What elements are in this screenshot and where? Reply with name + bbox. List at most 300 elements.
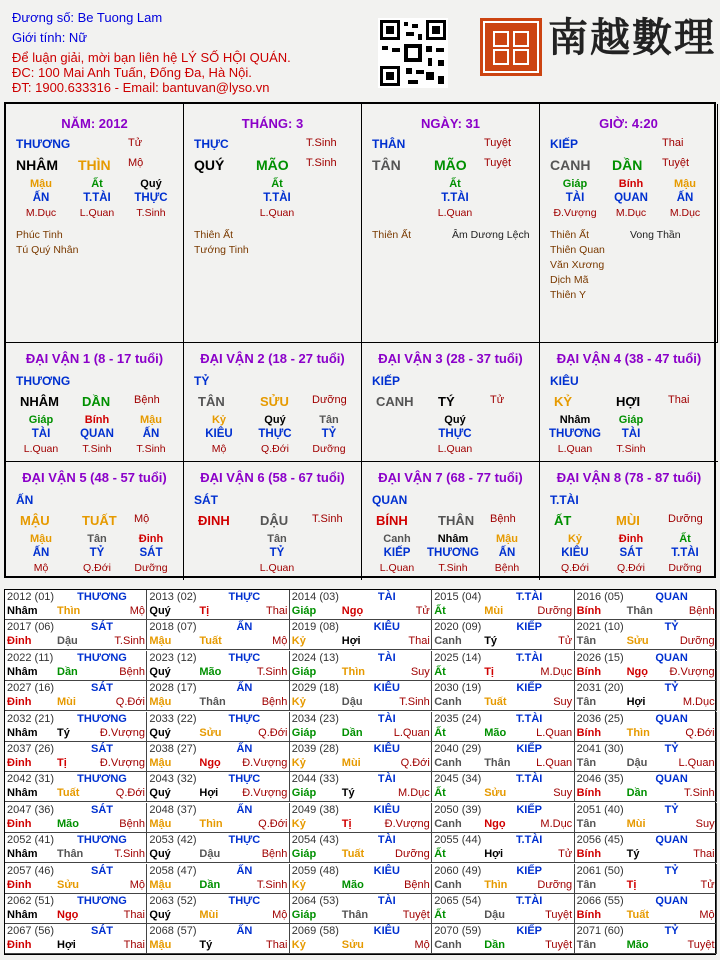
dai-van-god: QUAN (372, 493, 408, 507)
year-stem: Đinh (7, 939, 32, 952)
year-phase: Mộ (699, 909, 715, 921)
year-branch: Mão (57, 817, 79, 830)
year-stem: Giáp (291, 848, 317, 861)
year-label: 2050 (39) (434, 803, 482, 816)
year-stem: Kỷ (291, 757, 306, 769)
year-branch: Ngọ (341, 605, 364, 617)
year-cell (432, 772, 574, 802)
year-god: TỶ (664, 743, 679, 755)
year-label: 2025 (14) (434, 651, 482, 664)
year-label: 2019 (08) (291, 621, 339, 634)
hidden-stem: Mậu (30, 178, 52, 190)
year-label: 2052 (41) (7, 834, 55, 847)
earthly-branch: MÃO (256, 157, 289, 173)
year-branch: Sửu (57, 878, 80, 891)
hidden-stem: Đinh (138, 533, 164, 545)
hidden-stem: Ất (679, 533, 691, 545)
year-cell (147, 681, 289, 711)
dai-van-branch: HỢI (616, 394, 641, 409)
yearly-table (4, 589, 716, 955)
hidden-god: T.TÀI (83, 192, 111, 204)
year-cell (147, 590, 289, 620)
year-cell (290, 590, 432, 620)
year-branch: Mão (626, 939, 649, 952)
year-cell (147, 742, 289, 772)
year-god: THƯƠNG (77, 712, 127, 725)
year-branch: Dậu (341, 696, 363, 709)
year-god: QUAN (655, 895, 688, 907)
hidden-god: SÁT (139, 547, 163, 559)
year-branch: Mùi (626, 817, 646, 830)
year-branch: Thân (57, 848, 84, 861)
year-cell (147, 651, 289, 681)
year-phase: Mộ (129, 605, 145, 617)
year-cell (575, 651, 717, 681)
hidden-god: ẤN (32, 547, 50, 559)
hidden-stem: Ất (271, 178, 283, 190)
year-god: KIÊU (373, 925, 400, 938)
year-god: QUAN (655, 712, 688, 725)
year-stem: Giáp (291, 909, 317, 921)
year-label: 2059 (48) (291, 864, 339, 877)
year-phase: Suy (553, 696, 573, 709)
year-cell (575, 590, 717, 620)
year-branch: Ngọ (199, 757, 221, 769)
year-cell (432, 803, 574, 833)
dai-van-title: ĐẠI VẬN 7 (68 - 77 tuổi) (378, 470, 523, 485)
year-stem: Ất (434, 726, 446, 739)
year-stem: Bính (576, 665, 602, 678)
year-phase: L.Quan (393, 726, 430, 739)
year-label: 2020 (09) (434, 621, 482, 634)
hidden-god: ẤN (142, 428, 160, 440)
dai-van-stem: BÍNH (376, 513, 408, 528)
year-cell (575, 894, 717, 924)
year-phase: Tuyệt (402, 909, 430, 921)
dai-van-stem: KỶ (554, 394, 573, 409)
year-phase: T.Sinh (256, 878, 288, 891)
star: Thiên Ất (372, 229, 412, 241)
year-phase: Tử (558, 635, 573, 648)
year-cell (147, 924, 289, 954)
year-stem: Mậu (149, 878, 172, 891)
brand-logo: 南越數理 (548, 14, 716, 61)
hidden-phase: T.Sinh (136, 443, 166, 455)
year-branch: Mùi (341, 757, 361, 769)
pillar-1 (184, 104, 362, 342)
year-phase: Tử (558, 848, 573, 861)
ten-god: THƯƠNG (16, 137, 71, 151)
hidden-stem: Kỷ (211, 414, 227, 426)
year-stem: Quý (149, 848, 171, 861)
year-branch: Tuất (57, 787, 80, 800)
year-label: 2041 (30) (576, 743, 624, 755)
year-cell (5, 651, 147, 681)
year-god: TỶ (664, 803, 679, 816)
year-god: TÀI (377, 651, 396, 664)
year-cell (290, 651, 432, 681)
star: Thiên Quan (550, 244, 605, 256)
year-label: 2058 (47) (149, 864, 197, 877)
year-label: 2012 (01) (7, 591, 55, 603)
dai-van-state: Bệnh (490, 513, 516, 525)
hidden-phase: L.Quan (259, 562, 295, 574)
year-cell (575, 620, 717, 650)
year-label: 2060 (49) (434, 864, 482, 877)
year-branch: Thìn (341, 665, 366, 678)
year-god: TỶ (664, 682, 679, 695)
year-branch: Dần (484, 939, 505, 952)
year-branch: Tý (484, 635, 498, 648)
year-branch: Thìn (626, 726, 650, 739)
year-cell (290, 742, 432, 772)
hidden-stem: Mậu (30, 533, 52, 545)
year-label: 2024 (13) (291, 651, 339, 664)
year-god: KIẾP (516, 864, 543, 877)
year-god: SÁT (91, 621, 113, 634)
year-branch: Hợi (626, 696, 646, 709)
year-label: 2023 (12) (149, 651, 197, 664)
year-stem: Giáp (291, 787, 317, 800)
year-phase: M.Dục (398, 787, 430, 800)
year-cell (147, 620, 289, 650)
gender: Giới tính: Nữ (12, 30, 88, 45)
year-stem: Nhâm (7, 787, 38, 800)
year-phase: Thai (265, 605, 288, 617)
dai-van-branch: DẦN (82, 394, 111, 409)
hidden-god: QUAN (80, 428, 114, 440)
year-stem: Ất (434, 665, 446, 678)
year-branch: Hợi (341, 635, 361, 648)
year-god: THỰC (228, 651, 261, 664)
year-god: THƯƠNG (77, 773, 127, 786)
year-stem: Quý (149, 605, 171, 617)
year-branch: Sửu (626, 635, 649, 648)
hidden-phase: Dưỡng (134, 562, 168, 574)
year-god: THỰC (228, 712, 261, 725)
dai-van-stem: ĐINH (198, 513, 230, 528)
year-god: THỰC (228, 834, 261, 847)
year-label: 2071 (60) (576, 925, 624, 938)
year-god: T.TÀI (516, 591, 543, 603)
year-god: ẤN (236, 682, 253, 695)
pillar-title: GIỜ: 4:20 (599, 116, 658, 131)
year-branch: Dậu (484, 909, 505, 921)
year-cell (575, 864, 717, 894)
year-branch: Tuất (484, 696, 507, 709)
year-phase: T.Sinh (114, 848, 145, 861)
year-label: 2049 (38) (291, 803, 339, 816)
hidden-god: TÀI (565, 192, 585, 204)
year-cell (290, 894, 432, 924)
year-branch: Thân (199, 696, 226, 709)
year-stem: Đinh (7, 757, 32, 769)
chart-grid (4, 102, 716, 578)
dai-van-title: ĐẠI VẬN 6 (58 - 67 tuổi) (200, 470, 345, 485)
year-cell (5, 742, 147, 772)
year-god: KIẾP (516, 925, 543, 938)
hidden-god: THƯƠNG (427, 547, 479, 559)
year-phase: Đ.Vượng (669, 665, 715, 678)
year-phase: Đ.Vượng (99, 726, 145, 739)
year-cell (147, 772, 289, 802)
hidden-stem: Giáp (28, 414, 54, 426)
year-cell (147, 864, 289, 894)
year-stem: Ất (434, 787, 446, 800)
year-branch: Ngọ (57, 909, 79, 921)
year-cell (432, 742, 574, 772)
hidden-phase: M.Dục (25, 207, 57, 219)
star: Văn Xương (550, 259, 605, 271)
dai-van-branch: MÙI (616, 513, 640, 528)
year-branch: Mão (341, 878, 364, 891)
year-stem: Tân (576, 939, 597, 952)
year-stem: Quý (149, 787, 171, 800)
hidden-god: QUAN (614, 192, 648, 204)
year-branch: Tý (57, 726, 70, 739)
earthly-branch: MÃO (434, 157, 467, 173)
hidden-god: THƯƠNG (549, 428, 601, 440)
hidden-stem: Nhâm (559, 414, 591, 426)
year-god: TỶ (664, 621, 679, 634)
year-phase: T.Sinh (256, 665, 288, 678)
hidden-phase: L.Quan (23, 443, 59, 455)
year-phase: Mộ (414, 939, 430, 952)
year-label: 2070 (59) (434, 925, 482, 938)
year-label: 2034 (23) (291, 712, 339, 725)
pillar-title: NĂM: 2012 (61, 116, 128, 131)
year-cell (147, 712, 289, 742)
hidden-phase: Q.Đới (261, 443, 289, 455)
star: Vong Thần (630, 229, 681, 241)
hidden-stem: Quý (264, 414, 286, 426)
hidden-stem: Ất (449, 178, 461, 190)
hidden-phase: Q.Đới (83, 562, 111, 574)
year-phase: Dưỡng (395, 848, 430, 861)
hidden-phase: Q.Đới (561, 562, 589, 574)
year-god: SÁT (91, 803, 113, 816)
year-god: ẤN (236, 621, 253, 634)
year-god: THỰC (228, 773, 261, 786)
hidden-phase: Bệnh (494, 562, 520, 574)
dai-van-title: ĐẠI VẬN 5 (48 - 57 tuổi) (22, 470, 167, 485)
dai-van-branch: TUẤT (82, 513, 117, 528)
dai-van-god: KIÊU (550, 374, 579, 388)
branch-state: Tuyệt (662, 157, 690, 169)
year-phase: Tuyệt (545, 909, 573, 921)
year-stem: Quý (149, 665, 171, 678)
year-phase: Thai (265, 939, 288, 952)
year-cell (290, 864, 432, 894)
year-branch: Ngọ (484, 817, 506, 830)
year-cell (575, 712, 717, 742)
hidden-phase: Mộ (33, 562, 49, 574)
heavenly-stem: NHÂM (16, 157, 58, 173)
year-god: TÀI (377, 834, 396, 847)
hidden-stem: Quý (140, 178, 162, 190)
qr-code-icon (378, 18, 448, 88)
year-phase: Bệnh (119, 817, 145, 830)
year-god: ẤN (236, 864, 253, 877)
hidden-stem: Kỷ (567, 533, 583, 545)
year-stem: Đinh (7, 878, 32, 891)
year-stem: Tân (576, 696, 597, 709)
year-label: 2021 (10) (576, 621, 624, 634)
year-phase: L.Quan (536, 757, 573, 769)
year-cell (432, 590, 574, 620)
year-label: 2027 (16) (7, 682, 55, 695)
hidden-stem: Giáp (618, 414, 644, 426)
dai-van-7 (362, 461, 540, 580)
year-stem: Mậu (149, 939, 172, 952)
year-label: 2029 (18) (291, 682, 339, 695)
pillar-title: THÁNG: 3 (241, 116, 304, 131)
year-branch: Mùi (484, 605, 504, 617)
hidden-stem: Canh (383, 533, 411, 545)
dai-van-god: TỶ (194, 374, 210, 388)
year-label: 2061 (50) (576, 864, 624, 877)
star: Âm Dương Lệch (452, 229, 530, 241)
year-phase: Đ.Vượng (242, 787, 288, 800)
year-phase: M.Dục (540, 817, 573, 830)
year-branch: Thân (484, 757, 511, 769)
year-god: KIẾP (516, 743, 543, 755)
year-label: 2030 (19) (434, 682, 482, 695)
year-branch: Mùi (199, 909, 219, 921)
dai-van-5 (6, 461, 184, 580)
hidden-phase: L.Quan (437, 207, 473, 219)
year-god: ẤN (236, 803, 253, 816)
pillar-3 (540, 104, 718, 342)
year-branch: Sửu (484, 787, 507, 800)
dai-van-title: ĐẠI VẬN 2 (18 - 27 tuổi) (200, 351, 345, 366)
year-label: 2014 (03) (291, 591, 339, 603)
pillar-2 (362, 104, 540, 342)
year-cell (5, 772, 147, 802)
year-cell (432, 864, 574, 894)
hidden-phase: Dưỡng (312, 443, 346, 455)
dai-van-branch: THÂN (438, 513, 475, 528)
year-branch: Tị (199, 605, 210, 617)
year-phase: Dưỡng (679, 635, 715, 648)
year-label: 2022 (11) (7, 651, 54, 664)
year-stem: Canh (434, 696, 462, 709)
year-phase: T.Sinh (399, 696, 430, 709)
year-branch: Tị (484, 665, 494, 678)
hidden-god: TỶ (321, 428, 337, 440)
year-phase: Q.Đới (258, 726, 288, 739)
year-phase: Dưỡng (537, 605, 573, 617)
year-label: 2047 (36) (7, 803, 55, 816)
year-cell (5, 864, 147, 894)
year-stem: Tân (576, 757, 597, 769)
year-god: THƯƠNG (77, 834, 127, 847)
year-label: 2054 (43) (291, 834, 339, 847)
year-stem: Ất (434, 605, 446, 617)
hidden-phase: T.Sinh (438, 562, 468, 574)
year-stem: Mậu (149, 817, 172, 830)
year-god: TÀI (377, 591, 396, 603)
year-god: ẤN (236, 743, 253, 755)
hidden-phase: L.Quan (259, 207, 295, 219)
year-stem: Quý (149, 909, 171, 921)
year-label: 2051 (40) (576, 803, 624, 816)
year-label: 2033 (22) (149, 712, 197, 725)
year-branch: Hợi (484, 848, 504, 861)
hidden-stem: Bính (84, 414, 110, 426)
year-label: 2069 (58) (291, 925, 339, 938)
heavenly-stem: QUÝ (194, 157, 225, 173)
year-god: SÁT (91, 925, 113, 938)
year-branch: Thìn (57, 605, 81, 617)
year-phase: Q.Đới (400, 757, 430, 769)
ten-god: THỰC (194, 137, 229, 151)
year-label: 2039 (28) (291, 743, 339, 755)
year-stem: Bính (576, 605, 602, 617)
hidden-phase: Dưỡng (668, 562, 702, 574)
hidden-god: KIÊU (205, 428, 233, 440)
year-stem: Ất (434, 909, 446, 921)
year-god: QUAN (655, 591, 688, 603)
hidden-god: THỰC (258, 428, 292, 440)
year-cell (575, 803, 717, 833)
year-cell (432, 894, 574, 924)
year-phase: Mộ (272, 635, 288, 648)
year-phase: Tử (700, 878, 715, 891)
year-label: 2036 (25) (576, 712, 624, 725)
year-stem: Giáp (291, 665, 317, 678)
year-stem: Bính (576, 787, 602, 800)
hidden-stem: Đinh (618, 533, 644, 545)
year-cell (290, 803, 432, 833)
year-label: 2068 (57) (149, 925, 197, 938)
year-stem: Nhâm (7, 848, 38, 861)
year-stem: Kỷ (291, 696, 306, 709)
year-god: T.TÀI (516, 773, 543, 786)
hidden-god: ẤN (676, 192, 694, 204)
year-stem: Bính (576, 726, 602, 739)
year-god: QUAN (655, 834, 688, 847)
dai-van-state: Bệnh (134, 394, 160, 406)
year-god: T.TÀI (516, 651, 543, 664)
hidden-phase: M.Dục (669, 207, 701, 219)
year-branch: Tị (626, 878, 637, 891)
year-stem: Đinh (7, 696, 32, 709)
year-cell (147, 833, 289, 863)
year-stem: Canh (434, 635, 462, 648)
dai-van-state: T.Sinh (312, 513, 343, 525)
year-branch: Thân (341, 909, 369, 921)
branch-state: Mộ (128, 157, 144, 169)
hidden-stem: Mậu (496, 533, 518, 545)
year-phase: Q.Đới (685, 726, 715, 739)
year-god: KIÊU (373, 864, 400, 877)
year-phase: Q.Đới (115, 787, 145, 800)
year-cell (5, 833, 147, 863)
year-god: THƯƠNG (77, 651, 127, 664)
pillar-0 (6, 104, 184, 342)
year-stem: Canh (434, 939, 462, 952)
year-phase: Thai (693, 848, 715, 861)
year-cell (432, 681, 574, 711)
year-branch: Dần (626, 787, 648, 800)
contact-line: Để luận giải, mời bạn liên hệ LÝ SỐ HỘI QUÁN. (12, 50, 291, 65)
year-label: 2044 (33) (291, 773, 339, 786)
year-god: TỶ (664, 864, 679, 877)
year-cell (5, 894, 147, 924)
year-branch: Hợi (199, 787, 219, 800)
year-label: 2045 (34) (434, 773, 482, 786)
